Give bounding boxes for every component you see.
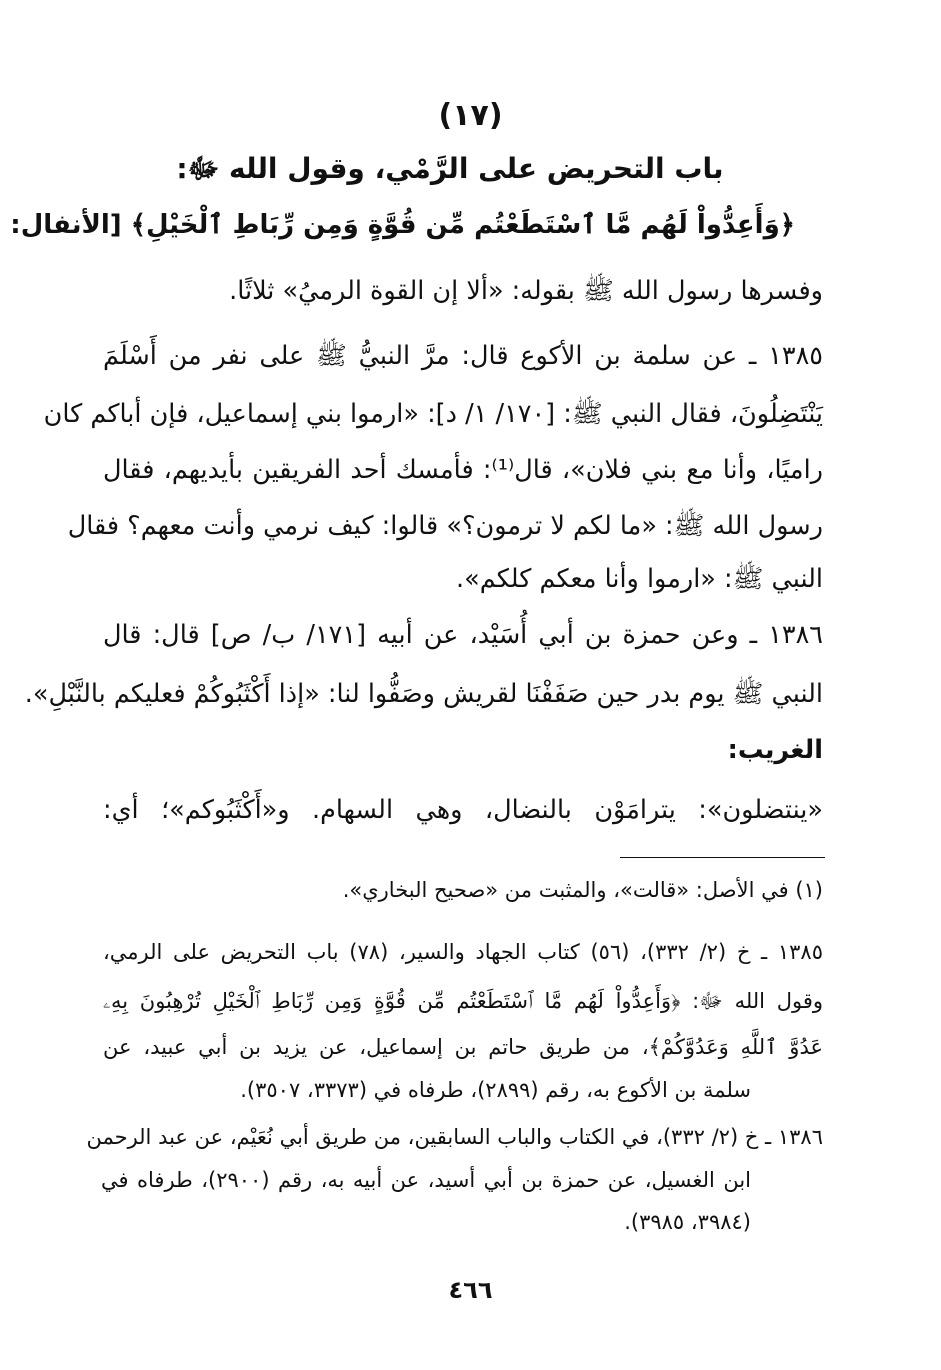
hadith-1385-line-2: يَنْتَضِلُونَ، فقال النبي ﷺ: [١٧٠/ ١/ د]: «ارموا بني إسماعيل، فإن أباكم كان [43, 399, 823, 429]
takhrij-1385-line-4: سلمة بن الأكوع به، رقم (٢٨٩٩)، طرفاه في (٣٣٧٣، ٣٥٠٧). [240, 1078, 751, 1102]
hadith-1386-line-2: النبي ﷺ يوم بدر حين صَفَفْنَا لقريش وصَفُّوا لنا: «إذا أَكْثَبُوكُمْ فعليكم بالنَّبْلِ». [24, 679, 823, 709]
chapter-verse: ﴿وَأَعِدُّواْ لَهُم مَّا ٱسْتَطَعْتُم مِّن قُوَّةٍ وَمِن رِّبَاطِ ٱلْخَيْلِ﴾ [الأنفال: [10, 210, 795, 240]
footnote-1: (١) في الأصل: «قالت»، والمثبت من «صحيح البخاري». [342, 878, 823, 902]
footnote-divider [620, 857, 825, 858]
chapter-title: باب التحريض على الرَّمْي، وقول الله ﷻ: [176, 152, 724, 185]
takhrij-1386-line-1: ١٣٨٦ ـ خ (٢/ ٣٣٢)، في الكتاب والباب السابقين، من طريق أبي نُعَيْم، عن عبد الرحمن [86, 1125, 823, 1149]
takhrij-1385-line-1: ١٣٨٥ ـ خ (٢/ ٣٣٢)، (٥٦) كتاب الجهاد والسير، (٧٨) باب التحريض على الرمي، [103, 940, 823, 964]
takhrij-1385-line-3: عَدُوَّ ٱللَّهِ وَعَدُوَّكُمْ﴾، من طريق حاتم بن إسماعيل، عن يزيد بن أبي عبيد، عن [103, 1035, 823, 1059]
hadith-1385-line-5: النبي ﷺ: «ارموا وأنا معكم كلكم». [456, 564, 823, 594]
takhrij-1386-line-2: ابن الغسيل، عن حمزة بن أبي أسيد، عن أبيه به، رقم (٢٩٠٠)، طرفاه في [101, 1168, 751, 1192]
hadith-1385-line-1: ١٣٨٥ ـ عن سلمة بن الأكوع قال: مرَّ النبيُّ ﷺ على نفر من أَسْلَمَ [103, 341, 823, 371]
hadith-1385-line-3: راميًا، وأنا مع بني فلان»، قال⁽¹⁾: فأمسك أحد الفريقين بأيديهم، فقال [103, 455, 823, 485]
chapter-number: (١٧) [438, 98, 503, 133]
gharib-text: «ينتضلون»: يترامَوْن بالنضال، وهي السهام. و«أَكْثَبُوكم»؛ أي: [103, 795, 823, 825]
takhrij-1385-line-2: وقول الله ﷻ: ﴿وَأَعِدُّواْ لَهُم مَّا ٱسْتَطَعْتُم مِّن قُوَّةٍ وَمِن رِّبَاطِ ٱلْخَيْلِ تُرْهِبُونَ بِهِۦ [103, 989, 823, 1013]
takhrij-1386-line-3: (٣٩٨٤، ٣٩٨٥). [624, 1210, 751, 1234]
gharib-heading: الغريب: [727, 735, 823, 765]
page-number: ٤٦٦ [448, 1276, 493, 1304]
hadith-1386-line-1: ١٣٨٦ ـ وعن حمزة بن أبي أُسَيْد، عن أبيه [١٧١/ ب/ ص] قال: قال [103, 620, 823, 650]
hadith-1385-line-4: رسول الله ﷺ: «ما لكم لا ترمون؟» قالوا: كيف نرمي وأنت معهم؟ فقال [67, 511, 823, 541]
chapter-intro: وفسرها رسول الله ﷺ بقوله: «ألا إن القوة الرميُ» ثلاثًا. [229, 276, 823, 306]
